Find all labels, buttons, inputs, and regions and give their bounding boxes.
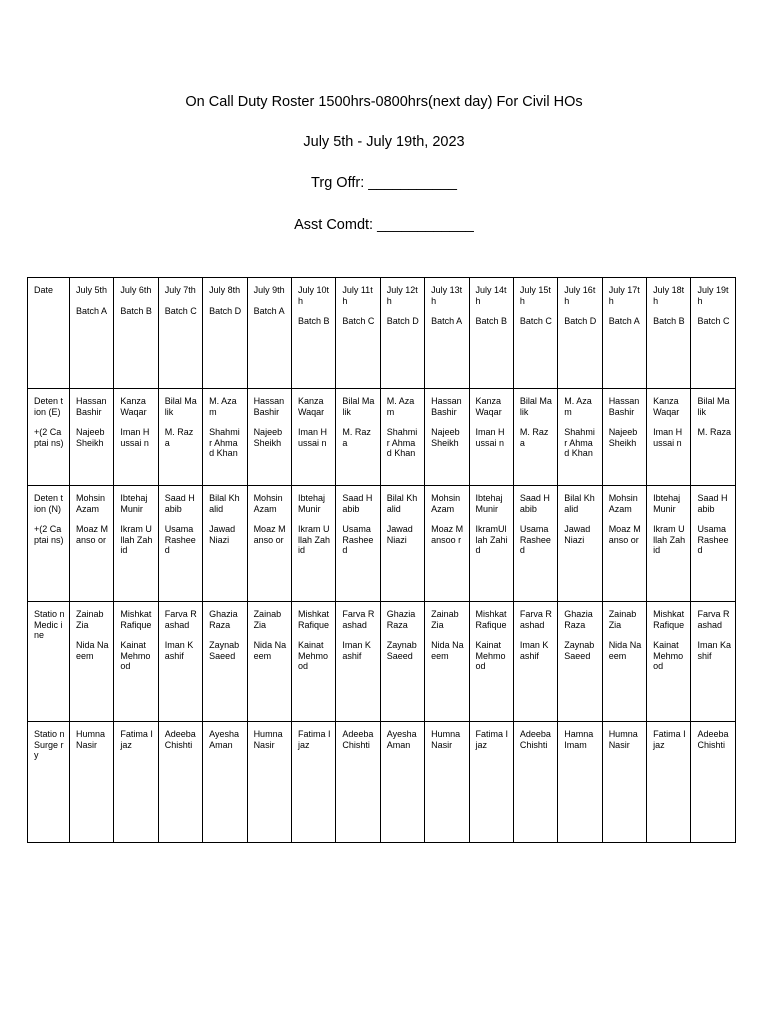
batch-text: Batch A: [253, 305, 285, 316]
det-e-cell: [158, 389, 202, 486]
sur-cell: [558, 722, 602, 843]
row-label-detention-n: [28, 486, 70, 602]
officer-name: Ibtehaj Munir: [475, 493, 503, 514]
date-cell: [70, 278, 114, 389]
date-text: July 9th: [253, 285, 285, 295]
officer-name: Ayesha Aman: [386, 729, 417, 750]
officer-name: Iman Hussai n: [653, 427, 683, 448]
officer-name: Ghazia Raza: [564, 609, 593, 630]
officer-name: Bilal Khalid: [564, 493, 595, 514]
sur-cell: [469, 722, 513, 843]
officer-name: Ibtehaj Munir: [653, 493, 681, 514]
date-text: July 14th: [475, 285, 507, 306]
officer-name: Nida Naeem: [76, 640, 109, 661]
batch-text: Batch A: [431, 316, 463, 327]
batch-text: Batch D: [209, 305, 242, 316]
officer-name: Fatima Ijaz: [120, 729, 153, 750]
row-label-note: +(2 Captai ns): [34, 427, 64, 448]
officer-name: Ghazia Raza: [209, 609, 238, 630]
med-cell: [558, 602, 602, 722]
det-n-cell: [425, 486, 469, 602]
officer-name: Iman Hussai n: [297, 427, 327, 448]
officer-name: Mishkat Rafique: [297, 609, 329, 630]
officer-name: Mohsin Azam: [76, 493, 106, 514]
det-e-cell: [513, 389, 557, 486]
date-cell: [247, 278, 291, 389]
officer-name: Kanza Waqar: [653, 396, 680, 417]
date-cell: [114, 278, 158, 389]
date-cell: [425, 278, 469, 389]
officer-name: Adeeba Chishti: [697, 729, 729, 750]
officer-name: Mohsin Azam: [431, 493, 461, 514]
batch-text: Batch B: [297, 316, 330, 327]
date-cell: [469, 278, 513, 389]
officer-name: Adeeba Chishti: [342, 729, 374, 750]
officer-name: Hassan Bashir: [431, 396, 462, 417]
officer-name: Ibtehaj Munir: [297, 493, 325, 514]
det-n-cell: [602, 486, 646, 602]
officer-name: Hamna Imam: [564, 729, 594, 750]
officer-name: Kanza Waqar: [297, 396, 325, 417]
med-cell: [691, 602, 736, 722]
batch-text: Batch C: [342, 316, 375, 327]
officer-name: Moaz Manso or: [608, 524, 641, 545]
date-text: July 16th: [564, 285, 596, 306]
date-text: July 12th: [386, 285, 418, 306]
date-text: July 15th: [519, 285, 551, 306]
officer-name: Jawad Niazi: [386, 524, 413, 545]
sur-cell: [70, 722, 114, 843]
sur-cell: [114, 722, 158, 843]
med-cell: [70, 602, 114, 722]
date-text: July 19th: [697, 285, 729, 306]
officer-name: Shahmi r Ahmad Khan: [386, 427, 418, 459]
det-n-cell: [247, 486, 291, 602]
asst-comdt-signature-line: Asst Comdt: ____________: [294, 217, 474, 233]
officer-name: Najeeb Sheikh: [76, 427, 105, 448]
batch-text: Batch C: [519, 316, 552, 327]
roster-title: On Call Duty Roster 1500hrs-0800hrs(next day) For Civil HOs: [185, 94, 583, 110]
date-cell: [513, 278, 557, 389]
officer-name: Bilal Malik: [342, 396, 375, 417]
det-e-cell: [558, 389, 602, 486]
officer-name: Nida Naeem: [253, 640, 287, 661]
detention-n-row: [28, 486, 736, 602]
officer-name: Iman Kashif: [164, 640, 194, 661]
officer-name: Ayesha Aman: [209, 729, 240, 750]
officer-name: Bilal Khalid: [386, 493, 418, 514]
officer-name: Bilal Khalid: [209, 493, 240, 514]
med-cell: [602, 602, 646, 722]
date-cell: [336, 278, 380, 389]
med-cell: [158, 602, 202, 722]
med-cell: [469, 602, 513, 722]
med-cell: [291, 602, 335, 722]
date-text: July 8th: [209, 285, 241, 295]
officer-name: Ikram Ullah Zahid: [653, 524, 686, 556]
date-text: July 5th: [76, 285, 108, 295]
date-cell: [558, 278, 602, 389]
det-n-cell: [114, 486, 158, 602]
officer-name: Moaz Manso or: [253, 524, 286, 545]
officer-name: Bilal Malik: [519, 396, 552, 417]
det-n-cell: [291, 486, 335, 602]
det-e-cell: [70, 389, 114, 486]
officer-name: Ibtehaj Munir: [120, 493, 148, 514]
officer-name: Ikram Ullah Zahid: [297, 524, 330, 556]
det-n-cell: [691, 486, 736, 602]
officer-name: Zainab Zia: [253, 609, 282, 630]
date-cell: [203, 278, 247, 389]
sur-cell: [158, 722, 202, 843]
batch-text: Batch B: [120, 305, 152, 316]
officer-name: M. Azam: [209, 396, 237, 417]
officer-name: Kanza Waqar: [475, 396, 502, 417]
officer-name: Kainat Mehmo od: [475, 640, 506, 672]
sur-cell: [691, 722, 736, 843]
officer-name: Humna Nasir: [608, 729, 638, 750]
sur-cell: [380, 722, 424, 843]
batch-text: Batch B: [653, 316, 685, 327]
duty-roster-table: [27, 277, 736, 843]
date-cell: [158, 278, 202, 389]
officer-name: Zaynab Saeed: [209, 640, 240, 661]
officer-name: Usama Rashee d: [519, 524, 551, 556]
officer-name: Iman Hussai n: [120, 427, 150, 448]
det-e-cell: [469, 389, 513, 486]
row-label-date: [28, 278, 70, 389]
row-label-text: Statio n Medic ine: [34, 609, 65, 641]
det-n-cell: [513, 486, 557, 602]
officer-name: Zaynab Saeed: [564, 640, 595, 661]
det-n-cell: [469, 486, 513, 602]
officer-name: M. Azam: [564, 396, 592, 417]
officer-name: Fatima Ijaz: [475, 729, 509, 750]
row-label-note: +(2 Captai ns): [34, 524, 64, 545]
officer-name: Jawad Niazi: [209, 524, 236, 545]
officer-name: Mohsin Azam: [253, 493, 283, 514]
officer-name: Zaynab Saeed: [386, 640, 417, 661]
row-label-detention-e: [28, 389, 70, 486]
det-n-cell: [380, 486, 424, 602]
officer-name: Adeeba Chishti: [519, 729, 551, 750]
det-n-cell: [203, 486, 247, 602]
officer-name: Iman Hussai n: [475, 427, 505, 448]
med-cell: [425, 602, 469, 722]
officer-name: Mohsin Azam: [608, 493, 638, 514]
officer-name: M. Raza: [519, 427, 549, 448]
batch-text: Batch B: [475, 316, 508, 327]
officer-name: Ikram Ullah Zahid: [120, 524, 153, 556]
date-text: July 10th: [297, 285, 329, 306]
officer-name: Usama Rashee d: [164, 524, 196, 556]
sur-cell: [203, 722, 247, 843]
officer-name: Iman Kashif: [342, 640, 371, 661]
date-cell: [647, 278, 691, 389]
officer-name: M. Raza: [342, 427, 371, 448]
officer-name: Farva Rashad: [697, 609, 730, 630]
officer-name: Bilal Malik: [164, 396, 197, 417]
officer-name: Shahmi r Ahmad Khan: [564, 427, 595, 459]
det-e-cell: [691, 389, 736, 486]
det-e-cell: [114, 389, 158, 486]
date-text: July 7th: [164, 285, 196, 295]
officer-name: Fatima Ijaz: [653, 729, 686, 750]
det-e-cell: [336, 389, 380, 486]
med-cell: [513, 602, 557, 722]
det-e-cell: [602, 389, 646, 486]
det-e-cell: [247, 389, 291, 486]
officer-name: Hassan Bashir: [76, 396, 107, 417]
officer-name: Hassan Bashir: [253, 396, 285, 417]
officer-name: Najeeb Sheikh: [608, 427, 638, 448]
officer-name: Moaz Mansoo r: [431, 524, 464, 545]
officer-name: Kainat Mehmo od: [297, 640, 328, 672]
station-medicine-row: [28, 602, 736, 722]
sur-cell: [602, 722, 646, 843]
det-n-cell: [647, 486, 691, 602]
officer-name: Farva Rashad: [519, 609, 552, 630]
det-n-cell: [558, 486, 602, 602]
sur-cell: [647, 722, 691, 843]
officer-name: Saad Habib: [697, 493, 728, 514]
det-e-cell: [203, 389, 247, 486]
detention-e-row: [28, 389, 736, 486]
date-cell: [291, 278, 335, 389]
med-cell: [247, 602, 291, 722]
det-e-cell: [425, 389, 469, 486]
officer-name: Kanza Waqar: [120, 396, 147, 417]
officer-name: Mishkat Rafique: [120, 609, 152, 630]
det-e-cell: [380, 389, 424, 486]
batch-text: Batch A: [76, 305, 108, 316]
date-cell: [602, 278, 646, 389]
officer-name: Usama Rashee d: [697, 524, 729, 556]
batch-text: Batch D: [386, 316, 419, 327]
med-cell: [203, 602, 247, 722]
officer-name: Usama Rashee d: [342, 524, 374, 556]
det-n-cell: [158, 486, 202, 602]
officer-name: Nida Naeem: [608, 640, 642, 661]
officer-name: Farva Rashad: [164, 609, 197, 630]
station-surgery-row: [28, 722, 736, 843]
batch-text: Batch C: [697, 316, 730, 327]
row-label-station-medicine: [28, 602, 70, 722]
officer-name: Iman Kashif: [519, 640, 549, 661]
officer-name: Saad Habib: [164, 493, 195, 514]
det-e-cell: [647, 389, 691, 486]
batch-text: Batch A: [608, 316, 640, 327]
officer-name: M. Raza: [164, 427, 194, 448]
officer-name: Shahmi r Ahmad Khan: [209, 427, 240, 459]
date-range: July 5th - July 19th, 2023: [303, 134, 465, 150]
officer-name: M. Raza: [697, 427, 731, 438]
officer-name: Iman Kashif: [697, 640, 731, 661]
date-cell: [380, 278, 424, 389]
officer-name: M. Azam: [386, 396, 415, 417]
officer-name: Bilal Malik: [697, 396, 730, 417]
officer-name: Najeeb Sheikh: [253, 427, 283, 448]
row-label-text: Deten tion (N): [34, 493, 64, 514]
officer-name: Kainat Mehmo od: [120, 640, 151, 672]
date-cell: [691, 278, 736, 389]
row-label-text: Deten tion (E): [34, 396, 64, 417]
batch-text: Batch C: [164, 305, 197, 316]
trg-offr-signature-line: Trg Offr: ___________: [311, 175, 457, 191]
officer-name: Zainab Zia: [431, 609, 459, 630]
officer-name: Moaz Manso or: [76, 524, 109, 545]
officer-name: Ghazia Raza: [386, 609, 416, 630]
officer-name: Mishkat Rafique: [653, 609, 685, 630]
row-label-text: Date: [34, 285, 54, 295]
det-e-cell: [291, 389, 335, 486]
officer-name: Zainab Zia: [76, 609, 104, 630]
batch-text: Batch D: [564, 316, 597, 327]
sur-cell: [336, 722, 380, 843]
date-row: [28, 278, 736, 389]
sur-cell: [291, 722, 335, 843]
date-text: July 17th: [608, 285, 640, 306]
date-text: July 13th: [431, 285, 463, 306]
sur-cell: [425, 722, 469, 843]
det-n-cell: [70, 486, 114, 602]
date-text: July 11th: [342, 285, 373, 306]
officer-name: Farva Rashad: [342, 609, 375, 630]
officer-name: Humna Nasir: [431, 729, 461, 750]
officer-name: Humna Nasir: [76, 729, 106, 750]
row-label-station-surgery: [28, 722, 70, 843]
med-cell: [380, 602, 424, 722]
date-text: July 6th: [120, 285, 152, 295]
officer-name: Hassan Bashir: [608, 396, 640, 417]
officer-name: Zainab Zia: [608, 609, 637, 630]
date-text: July 18th: [653, 285, 685, 306]
officer-name: Najeeb Sheikh: [431, 427, 460, 448]
det-n-cell: [336, 486, 380, 602]
officer-name: Fatima Ijaz: [297, 729, 331, 750]
officer-name: Mishkat Rafique: [475, 609, 507, 630]
officer-name: IkramUl lah Zahid: [475, 524, 508, 556]
officer-name: Adeeba Chishti: [164, 729, 196, 750]
officer-name: Kainat Mehmo od: [653, 640, 684, 672]
officer-name: Nida Naeem: [431, 640, 464, 661]
sur-cell: [513, 722, 557, 843]
officer-name: Saad Habib: [342, 493, 373, 514]
officer-name: Saad Habib: [519, 493, 550, 514]
med-cell: [647, 602, 691, 722]
med-cell: [336, 602, 380, 722]
row-label-text: Statio n Surge ry: [34, 729, 65, 761]
med-cell: [114, 602, 158, 722]
officer-name: Humna Nasir: [253, 729, 283, 750]
officer-name: Jawad Niazi: [564, 524, 591, 545]
sur-cell: [247, 722, 291, 843]
